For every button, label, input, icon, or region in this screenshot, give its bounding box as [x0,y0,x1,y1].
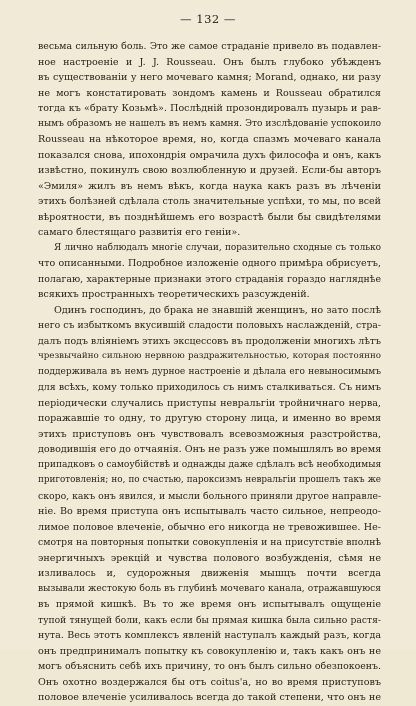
text-line: этихъ болѣзней сдѣлала столь значительные успѣхи, то мы, по всей [38,196,381,207]
text-line: ное настроеніе и J. J. Rousseau. Онъ былъ глубоко убѣжденъ [38,56,381,68]
text-line: нута. Весь этотъ комплексъ явленій наступалъ каждый разъ, когда [38,630,381,641]
text-line: всякихъ пространныхъ теоретическихъ разсужденій. [38,289,310,300]
text-line: въ прямой кишкѣ. Въ то же время онъ испытывалъ ощущеніе [38,599,381,610]
text-line: половое влеченіе усиливалось всегда до такой степени, что онъ не [38,692,381,703]
text-line: ніе. Во время приступа онъ испытывалъ часто сильное, непреодо- [38,506,381,517]
text-line: смотря на повторныя попытки совокупленія и на присутствіе вполнѣ [38,537,381,548]
text-line: вѣроятности, въ позднѣйшемъ его возрастѣ были бы свидѣтелями [38,211,381,223]
text-line: онъ предпринималъ попытку къ совокупленію и, такъ какъ онъ не [38,645,381,657]
text-line: этихъ приступовъ онъ чувствовалъ всевозможныя разстройства, [38,428,381,440]
text-line: не могъ констатировать зондомъ камень и Rousseau обратился [38,87,381,99]
text-line: скоро, какъ онъ явился, и мысли больного приняли другое направле- [38,490,381,502]
text-line: тогда къ «брату Козьмѣ». Послѣдній прозондировалъ пузырь и рав- [38,103,381,114]
text-line: изливалось и, судорожныя движенія мышцъ почти всегда [38,568,381,579]
text-line: приготовленія; но, по счастью, пароксизмъ невральгіи прошелъ такъ же [38,475,381,485]
text-line: періодически случались приступы невральгіи тройничнаго нерва, [38,397,381,409]
body-text [38,39,381,706]
text-line: извѣстно, покинулъ свою возлюбленную и друзей. Если-бы авторъ [38,165,381,176]
text-line: Онъ охотно воздержался бы отъ coitus'а, но во время приступовъ [38,676,381,688]
text-line: показался снова, ипохондрія омрачила духъ философа и онъ, какъ [38,149,381,161]
text-line: нымъ образомъ не нашелъ въ немъ камня. Это изслѣдованіе успокоило [38,118,381,129]
page-number: — 132 — [180,12,236,26]
text-line: въ существованіи у него мочеваго камня; Morand, однако, ни разу [38,72,381,83]
text-line: Я лично наблюдалъ многіе случаи, поразительно сходные съ только [54,242,381,253]
text-line: припадковъ о самоубійствѣ и однажды даже сдѣлалъ всѣ необходимыя [38,459,381,470]
text-line: энергичныхъ эрекцій и чувства полового возбужденія, сѣмя не [38,552,381,564]
text-line: Rousseau на нѣкоторое время, но, когда спазмъ мочеваго канала [38,134,381,145]
text-line: самаго блестящаго развитія его геніи». [38,227,241,238]
text-line: полагаю, характерные признаки этого страданія гораздо нагляднѣе [38,273,381,285]
text-line: вызывали жестокую боль въ глубинѣ мочеваго канала, отражавшуюся [38,583,381,594]
text-line: «Эмиля» жилъ въ немъ вѣкъ, когда наука какъ разъ въ лѣченіи [38,180,381,192]
text-line: лимое половое влеченіе, обычно его никогда не тревожившее. Не- [38,521,381,533]
text-line: чрезвычайно сильною нервною раздражительностью, которая постоянно [38,351,381,361]
text-line: тупой тянущей боли, какъ если бы прямая кишка была сильно растя- [38,614,381,626]
text-line: что описанными. Подробное изложеніе одного примѣра обрисуетъ, [38,258,381,269]
text-line: далъ подъ вліяніемъ этихъ эксцессовъ въ продолженіи многихъ лѣтъ [38,335,381,347]
text-line: поражавшіе то одну, то другую сторону лица, и именно во время [38,413,381,424]
text-line: могъ объяснить себѣ ихъ причину, то онъ былъ сильно обезпокоенъ. [38,661,381,672]
text-line: весьма сильную боль. Это же самое страданіе привело въ подавлен- [38,41,381,52]
text-line: Одинъ господинъ, до брака не знавшій женщинъ, но зато послѣ [54,304,381,316]
text-line: него съ избыткомъ вкусившій сладости половыхъ наслажденій, стра- [38,320,381,331]
text-line: для всѣхъ, кому только приходилось съ нимъ сталкиваться. Съ нимъ [38,382,381,393]
text-line: доводившія его до отчаянія. Онъ не разъ уже помышлялъ во время [38,444,381,455]
text-line: поддерживала въ немъ дурное настроеніе и дѣлала его невыносимымъ [38,366,381,377]
